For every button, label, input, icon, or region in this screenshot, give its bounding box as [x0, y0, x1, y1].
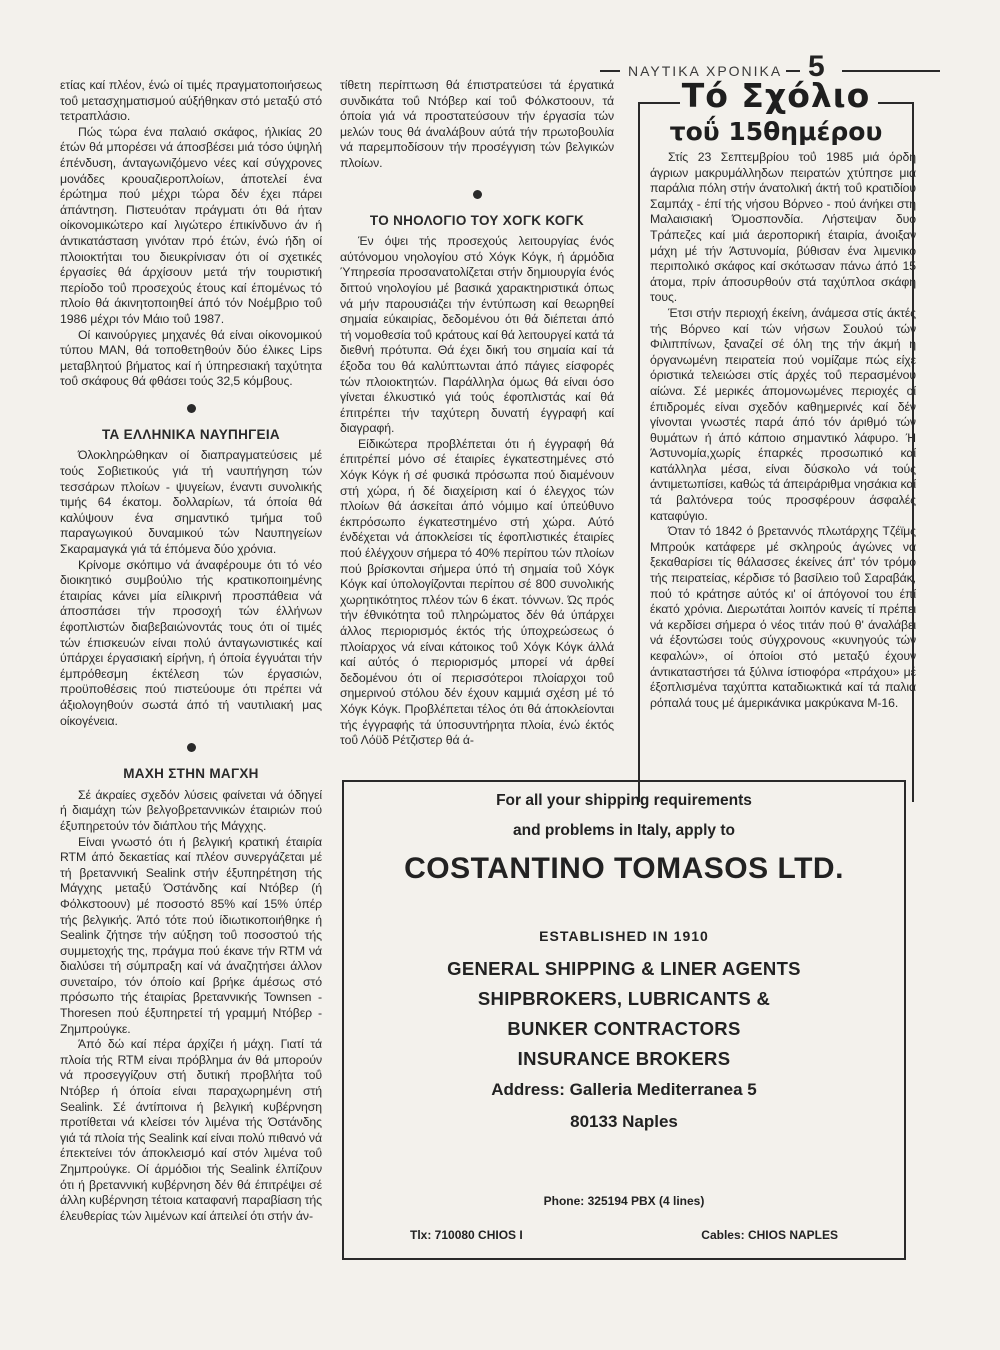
section-bullet — [473, 190, 482, 199]
ad-company-name: COSTANTINO TOMASOS LTD. — [404, 852, 844, 885]
article-paragraph: Είναι γνωστό ότι ή βελγική κρατική έταιρία RTM άπό δεκαετίας καί πλέον συνεργάζεται μέ τή βρεταννική Sealink στήν έξυπηρέτηση τής Μάγχης μεταξύ Όστάνδης καί Ντόβερ (ή Φόλκστοουν) μέ ποσοστό 85% καί 15% ύπέρ τής βελγικής. Άπό τότε πού ίδιωτικοποιήθηκε ή Sealink ζήτησε τήν αύξηση τοΰ ποσοστού τής συμμετοχής της, πράγμα πού έκανε τήν RTM νά διαλύσει τή σύμπραξη καί νά άναζητήσει άλλον συνεταίρο, τόν όποίο καί βρήκε άμέσως στό πρόσωπο τής έταιρίας βρεταννικής Townsen - Thoresen πού έξυπηρετεί τή γραμμή Ντόβερ - Ζημπρούγκε. — [60, 834, 322, 1036]
section-heading-shipyards: ΤΑ ΕΛΛΗΝΙΚΑ ΝΑΥΠΗΓΕΙΑ — [102, 426, 280, 442]
ad-service: INSURANCE BROKERS — [517, 1048, 731, 1069]
article-paragraph: Κρίνομε σκόπιμο νά άναφέρουμε ότι τό νέο διοικητικό συμβούλιο τής κρατικοποιημένης έταιρίας κάνει μία είλικρινή προσπάθεια νά άποσπάσει τήν προσοχή τών έλλήνων έφοπλιστών διαβεβαιώνοντάς τους ότι οί τιμές τών έπισκευών είναι πολύ άνταγωνιστικές καί ύπάρχει έργασιακή είρήνη, ή όποία έγγυάται τήν έμπρόθεσμη έκτέλεση τών έργασιών, προϋποθέσεις πού πιστεύουμε ότι πρέπει νά άξιολογηθούν σωστά άπό τή ναυτιλιακή μας οίκογένεια. — [60, 557, 322, 728]
ad-service: GENERAL SHIPPING & LINER AGENTS — [447, 958, 801, 979]
ad-city: 80133 Naples — [570, 1112, 678, 1131]
ad-service: SHIPBROKERS, LUBRICANTS & — [477, 988, 771, 1009]
section-heading-hong-kong-registry: ΤΟ ΝΗΟΛΟΓΙΟ ΤΟΥ ΧΟΓΚ ΚΟΓΚ — [369, 212, 585, 228]
article-paragraph: Όλοκληρώθηκαν οί διαπραγματεύσεις μέ τούς Σοβιετικούς γιά τή ναυπήγηση τών τεσσάρων πλοίων - ψυγείων, έναντι συνολικής τιμής 64 έκατομ. δολλαρίων, τά όποία θά καλύψουν ένα σημαντικό τμήμα τοΰ παραγωγικού δυναμικού τών Ναυπηγείων Σκαραμαγκά γιά τά έπόμενα δύο χρόνια. — [60, 448, 322, 557]
editorial-column — [650, 150, 916, 711]
advertisement-box — [342, 780, 906, 1260]
header-rule-right — [842, 70, 940, 72]
ad-phone: Phone: 325194 PBX (4 lines) — [543, 1194, 705, 1208]
ad-address: Address: Galleria Mediterranea 5 — [491, 1080, 757, 1099]
ad-cables: Cables: CHIOS NAPLES — [701, 1228, 838, 1242]
article-paragraph: Πώς τώρα ένα παλαιό σκάφος, ήλικίας 20 έτών θά μπορέσει νά άποσβέσει μιά τόσο ύψηλή έπένδυση, άνταγωνιζόμενο νέες καί σύγχρονες μονάδες κρουαζιεροπλοίων, άποτελεί ένα έρώτημα πού μέχρι τώρα δέν έχει πάρει άπάντηση. Πιστευόταν πράγματι ότι θά ήταν οίκονομικώτερο καί λιγώτερο έπικίνδυνο άν ή άντικατάσταση γινόταν πρό έτών, ένώ ήδη οί πλοιοκτήται του διευκρίνισαν ότι οί σχετικές έργασίες θά άρχίσουν μετά τήν τουριστική περίοδο τοΰ προσεχούς έτους καί έπομένως τό πλοίο θά άκινητοποιηθεί άπό τόν Νοέμβριο τοΰ 1986 μέχρι τόν Μάιο τοΰ 1987. — [60, 124, 322, 326]
header-rule-mid — [786, 70, 800, 72]
editorial-title-line2: τοΰ 15θημέρου — [669, 117, 883, 146]
editorial-paragraph: Όταν τό 1842 ό βρεταννός πλωτάρχης Τζέϊμς Μπρούκ κατάφερε μέ σκληρούς άγώνες νά ξεκαθαρίσει τίς θάλασσες έκείνες άπ' τόν τρόμο τής πειρατείας, κέρδισε τό βασίλειο τοΰ Σαραβάκ, πού τό κράτησε αύτός κι' οί άπόγονοί του έπί έκατό χρόνια. Διερωτάται λοιπόν κανείς τί πρέπει νά κερδίσει σήμερα ό νέος τιτάν πού θ' άναλάβει νά έξοντώσει τούς σύγχρονους «κυνηγούς τών κεφαλών», οί όποίοι στό μεταξύ έχουν άντικαταστήσει τά ξύλινα ίστιοφόρα «πράχου» μέ έξοπλισμένα ταχύπτα καταδιωκτικά καί τά παλιά ρόπαλά τους μέ άμερικάνικα μακρύκανα Μ-16. — [650, 524, 916, 710]
editorial-title — [640, 78, 912, 150]
article-paragraph: Είδικώτερα προβλέπεται ότι ή έγγραφή θά έπιτρέπεί μόνο σέ έταιρίες έγκατεστημένες στό Χόγκ Κόγκ ή σέ φυσικά πρόσωπα πού διαμένουν στή χώρα, ή δέ διαχείριση καί ό έλεγχος τών πλοίων θά άσκείται άπό νόμιμο καί ύπεύθυνο έκπρόσωπο έγκατεστημένο στή χώρα. Αύτό ένδέχεται νά άποκλείσει τίς έφοπλιστικές έταιρίες πού έλέγχουν σήμερα τό 40% περίπου τών πλοίων πού βρίσκονται σήμερα ύπό τή σημαία τοΰ Χόγκ Κόγκ καί ύπολογίζονται περίπου σέ 800 συνολικής χωρητικότητος πλέον τών 6 έκατ. τόννων. Ώς πρός τήν έθνικότητα τοΰ πληρώματος δέν θά ύπάρχει άλλος περιορισμός έκτός τής ύποχρεώσεως ό πλοίαρχος νά είναι κάτοικος τοΰ Χόγκ Κόγκ άλλά καί αύτός ό περιορισμός μπορεί νά άρθεί δεδομένου ότι οί περισσότεροι πλοίαρχοι τοΰ σημερινού στόλου δέν έχουν καμμιά σχέση μέ τό Χόγκ Κόγκ. Προβλέπεται τέλος ότι θά άποκλείονται τής έγγραφής τά ύποσυντήρητα πλοία, ένώ έκτός τοΰ Λόϋδ Ρέτζιστερ θά ά- — [340, 436, 614, 748]
editorial-paragraph: Έτσι στήν περιοχή έκείνη, άνάμεσα στίς άκτές τής Βόρνεο καί τών νήσων Σουλού τών Φιλιππίνων, ξαναζεί σέ όλη της τήν άκμή ή όργανωμένη πειρατεία πού νομίζαμε πώς είχε όριστικά τελειώσει στίς άρχές τοΰ περασμένου αίώνα. Σέ μερικές άπομονωμένες περιοχές οί έπιδρομές είναι σχεδόν καθημερινές καί δέν γίνονται γνωστές παρά άπό τόν άριθμό τών θυμάτων ή άπό κάποιο σημαντικό λάφυρο. Ή Άστυνομία,χωρίς έπαρκές προσωπικό καί κατάλληλα μέσα, είναι δύσκολο νά τούς άντιμετωπίσει, καθώς τά άπειράριθμα νησάκια καί τά βαλτόνερα τούς προσφέρουν άσφαλές καταφύγιο. — [650, 305, 916, 523]
section-heading-channel-battle: ΜΑΧΗ ΣΤΗΝ ΜΑΓΧΗ — [123, 766, 259, 782]
section-bullet — [187, 743, 196, 752]
ad-line-2: and problems in Italy, apply to — [513, 822, 735, 839]
column-2 — [340, 78, 614, 749]
editorial-frame-left — [638, 102, 640, 802]
header-rule-left — [600, 70, 620, 72]
article-paragraph: Οί καινούργιες μηχανές θά είναι οίκονομικού τύπου MAN, θά τοποθετηθούν δύο έλικες Lips μεταβλητού βήματος καί ή ύπηρεσιακή ταχύτητα τοΰ σκάφους θά φθάσει τούς 32,5 κόμβους. — [60, 327, 322, 389]
editorial-title-line1: Τό Σχόλιο — [681, 76, 871, 115]
article-paragraph: Έν όψει τής προσεχούς λειτουργίας ένός αύτόνομου νηολογίου στό Χόγκ Κόγκ, ή άρμόδια Ύπηρεσία προσανατολίζεται στήν δημιουργία ένός διττού νηολογίου μέ βασικά χαρακτηριστικά όπως νά μήν παρουσιάζει τήν έντύπωση καί θεωρηθεί σημαία εύκαιρίας, δεδομένου ότι θά διέπεται άπό τή νομοθεσία τοΰ κράτους καί θά λειτουργεί κατά τά διεθνή πρότυπα. Θά έχει δική του σημαία καί τά έξοδα του θά καλύπτωνται άπό πάγιες είσφορές τών πλοιοκτητών. Παράλληλα όμως θά είναι όσο γίνεται έλκυστικό γιά τούς έφοπλιστάς καί θά έπιτρέπει τήν ταχύτερη δυνατή έγγραφή καί διαγραφή. — [340, 234, 614, 436]
article-paragraph: Άπό δώ καί πέρα άρχίζει ή μάχη. Γιατί τά πλοία τής RTM είναι πρόβλημα άν θά μπορούν νά προσεγγίζουν στή δυτική προβλήτα τοΰ Ντόβερ ή όποία είναι παραχωρημένη στή Sealink. Σέ άντίποινα ή βελγική κυβέρνηση προτίθεται νά κλείσει τόν λιμένα τής Όστάνδης γιά τά πλοία τής Sealink καί είναι πολύ πιθανό νά έπεκτείνει τόν άποκλεισμό καί στόν λιμένα τοΰ Ζημπρούγκε. Οί άρμόδιοι τής Sealink έλπίζουν ότι ή βρεταννική κυβέρνηση δέν θά έπιτρέψει σέ άλλη κυβέρνηση τέτοια καταφανή παραβίαση τής έλευθερίας τών λιμένων καί άπειλεί ότι στήν άν- — [60, 1037, 322, 1223]
column-1 — [60, 78, 322, 1224]
ad-line-1: For all your shipping requirements — [496, 792, 752, 809]
ad-telex: Tlx: 710080 CHIOS I — [410, 1228, 523, 1242]
page-number: 5 — [808, 50, 825, 83]
ad-established: ESTABLISHED IN 1910 — [539, 928, 709, 944]
masthead: ΝΑΥΤΙΚΑ ΧΡΟΝΙΚΑ — [628, 63, 783, 79]
ad-service: BUNKER CONTRACTORS — [507, 1018, 741, 1039]
article-paragraph: Σέ άκραίες σχεδόν λύσεις φαίνεται νά όδηγεί ή διαμάχη τών βελγοβρεταννικών έταιριών πού έξυπηρετούν τόν διάπλου τής Μάγχης. — [60, 787, 322, 833]
editorial-paragraph: Στίς 23 Σεπτεμβρίου τοΰ 1985 μιά όρδή άγριων μακρυμάλληδων πειρατών χτύπησε μιά παράλια πόλη στήν άνατολική άκτή τοΰ κρατιδίου Σαμπάχ - έπί τής νήσου Βόρνεο - πού άνήκει στή Μαλαισιακή Όμοσπονδία. Λήστεψαν δυό Τράπεζες καί μιά άεροπορική έταιρία, άνοιξαν μάχη μέ τήν Άστυνομία, βύθισαν ένα λιμενικό περιπολικό σκάφος καί σκότωσαν πάνω άπό 15 άτομα, πρίν άποσυρθούν στά ταχύπλοα σκάφη τους. — [650, 150, 916, 305]
section-bullet — [187, 404, 196, 413]
article-paragraph: τίθετη περίπτωση θά έπιστρατεύσει τά έργατικά συνδικάτα τοΰ Ντόβερ καί τοΰ Φόλκστοουν, τά όποία γιά νά προστατεύσουν τήν έργασία τών μελών τους θά άναλάβουν αύτά τήν πρωτοβουλία νά παρεμποδίσουν τήν προσέγγιση τών βελγικών πλοίων. — [340, 78, 614, 170]
article-paragraph: ετίας καί πλέον, ένώ οί τιμές πραγματοποιήσεως τοΰ μετασχηματισμού αύξήθηκαν στό μεταξύ στό τετραπλάσιο. — [60, 78, 322, 124]
